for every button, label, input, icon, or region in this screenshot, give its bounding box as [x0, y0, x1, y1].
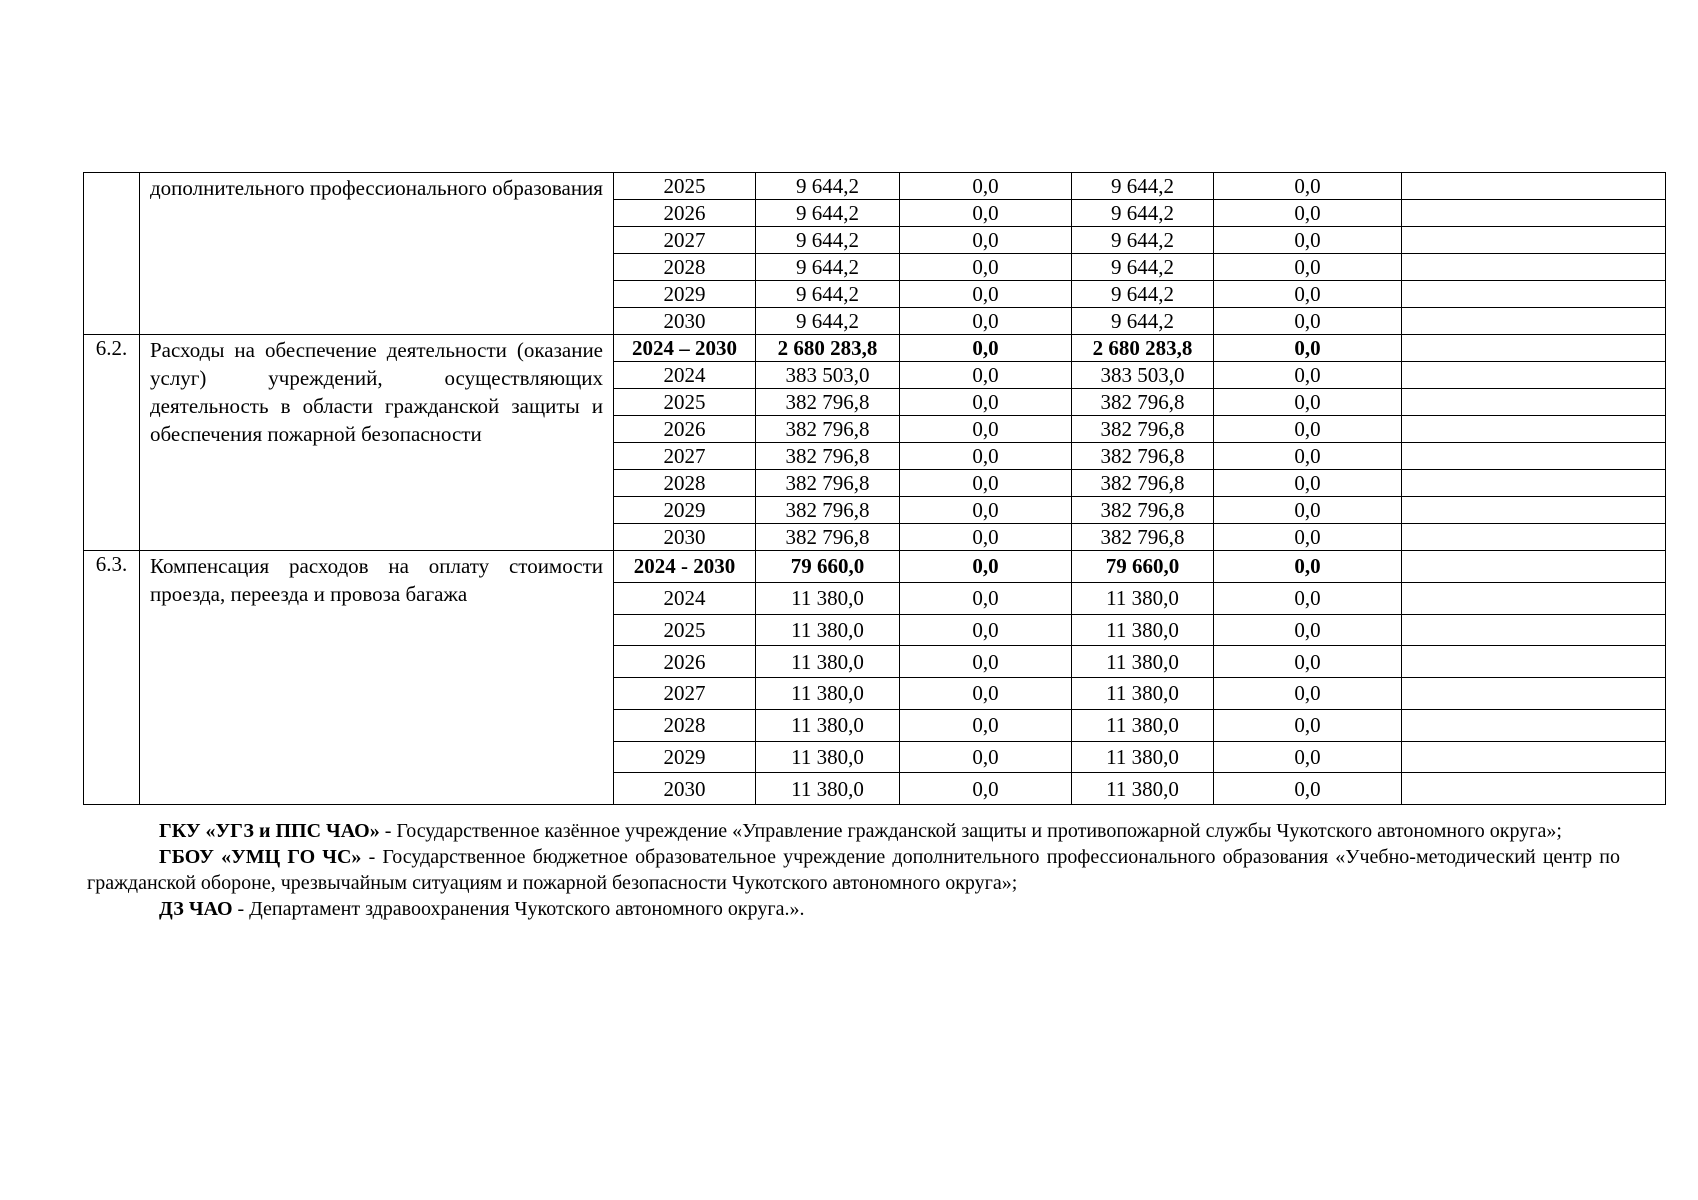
empty-cell	[1402, 443, 1666, 470]
year-cell: 2027	[614, 678, 756, 710]
regional-budget-cell: 9 644,2	[1072, 254, 1214, 281]
federal-budget-cell: 0,0	[900, 416, 1072, 443]
federal-budget-cell: 0,0	[900, 254, 1072, 281]
total-cell: 9 644,2	[756, 227, 900, 254]
other-sources-cell: 0,0	[1214, 335, 1402, 362]
item-number-cell: 6.2.	[84, 335, 140, 551]
year-cell: 2024	[614, 582, 756, 614]
year-cell: 2026	[614, 416, 756, 443]
year-cell: 2028	[614, 709, 756, 741]
empty-cell	[1402, 614, 1666, 646]
other-sources-cell: 0,0	[1214, 443, 1402, 470]
regional-budget-cell: 382 796,8	[1072, 470, 1214, 497]
total-cell: 382 796,8	[756, 443, 900, 470]
empty-cell	[1402, 582, 1666, 614]
total-cell: 9 644,2	[756, 173, 900, 200]
note-abbr: ГБОУ «УМЦ ГО ЧС»	[159, 846, 362, 868]
empty-cell	[1402, 335, 1666, 362]
regional-budget-cell: 9 644,2	[1072, 227, 1214, 254]
table-row	[84, 173, 1666, 200]
total-cell: 383 503,0	[756, 362, 900, 389]
year-cell: 2030	[614, 524, 756, 551]
note-abbr: ГКУ «УГЗ и ППС ЧАО»	[159, 820, 380, 842]
regional-budget-cell: 9 644,2	[1072, 173, 1214, 200]
year-cell: 2025	[614, 389, 756, 416]
regional-budget-cell: 11 380,0	[1072, 741, 1214, 773]
federal-budget-cell: 0,0	[900, 646, 1072, 678]
federal-budget-cell: 0,0	[900, 362, 1072, 389]
empty-cell	[1402, 254, 1666, 281]
empty-cell	[1402, 173, 1666, 200]
year-cell: 2028	[614, 254, 756, 281]
other-sources-cell: 0,0	[1214, 741, 1402, 773]
federal-budget-cell: 0,0	[900, 551, 1072, 583]
budget-table	[83, 172, 1666, 805]
note-gku	[87, 818, 1620, 844]
regional-budget-cell: 382 796,8	[1072, 416, 1214, 443]
regional-budget-cell: 79 660,0	[1072, 551, 1214, 583]
federal-budget-cell: 0,0	[900, 443, 1072, 470]
other-sources-cell: 0,0	[1214, 582, 1402, 614]
item-name-cell: дополнительного профессионального образования	[140, 173, 614, 335]
other-sources-cell: 0,0	[1214, 678, 1402, 710]
total-cell: 11 380,0	[756, 646, 900, 678]
total-cell: 11 380,0	[756, 678, 900, 710]
federal-budget-cell: 0,0	[900, 281, 1072, 308]
year-cell: 2026	[614, 200, 756, 227]
year-cell: 2024 - 2030	[614, 551, 756, 583]
item-number-cell: 6.3.	[84, 551, 140, 805]
empty-cell	[1402, 646, 1666, 678]
regional-budget-cell: 9 644,2	[1072, 308, 1214, 335]
item-name-cell: Расходы на обеспечение деятельности (оказание услуг) учреждений, осуществляющих деятельность в области гражданской защиты и обеспечения пожарной безопасности	[140, 335, 614, 551]
federal-budget-cell: 0,0	[900, 524, 1072, 551]
federal-budget-cell: 0,0	[900, 582, 1072, 614]
total-cell: 9 644,2	[756, 200, 900, 227]
empty-cell	[1402, 773, 1666, 805]
table-row	[84, 551, 1666, 583]
item-number-cell	[84, 173, 140, 335]
empty-cell	[1402, 497, 1666, 524]
empty-cell	[1402, 416, 1666, 443]
year-cell: 2024 – 2030	[614, 335, 756, 362]
other-sources-cell: 0,0	[1214, 173, 1402, 200]
total-cell: 382 796,8	[756, 416, 900, 443]
other-sources-cell: 0,0	[1214, 389, 1402, 416]
total-cell: 11 380,0	[756, 741, 900, 773]
table-row	[84, 335, 1666, 362]
other-sources-cell: 0,0	[1214, 308, 1402, 335]
abbreviations-notes	[87, 818, 1620, 922]
regional-budget-cell: 382 796,8	[1072, 497, 1214, 524]
other-sources-cell: 0,0	[1214, 614, 1402, 646]
other-sources-cell: 0,0	[1214, 200, 1402, 227]
federal-budget-cell: 0,0	[900, 678, 1072, 710]
other-sources-cell: 0,0	[1214, 773, 1402, 805]
regional-budget-cell: 11 380,0	[1072, 582, 1214, 614]
total-cell: 11 380,0	[756, 614, 900, 646]
year-cell: 2029	[614, 281, 756, 308]
regional-budget-cell: 11 380,0	[1072, 614, 1214, 646]
year-cell: 2024	[614, 362, 756, 389]
note-text: - Департамент здравоохранения Чукотского автономного округа.».	[232, 898, 805, 920]
federal-budget-cell: 0,0	[900, 773, 1072, 805]
federal-budget-cell: 0,0	[900, 470, 1072, 497]
year-cell: 2027	[614, 443, 756, 470]
other-sources-cell: 0,0	[1214, 524, 1402, 551]
total-cell: 11 380,0	[756, 709, 900, 741]
regional-budget-cell: 9 644,2	[1072, 200, 1214, 227]
year-cell: 2025	[614, 173, 756, 200]
note-gbou	[87, 844, 1620, 896]
other-sources-cell: 0,0	[1214, 416, 1402, 443]
federal-budget-cell: 0,0	[900, 741, 1072, 773]
federal-budget-cell: 0,0	[900, 614, 1072, 646]
federal-budget-cell: 0,0	[900, 389, 1072, 416]
empty-cell	[1402, 227, 1666, 254]
total-cell: 9 644,2	[756, 254, 900, 281]
total-cell: 382 796,8	[756, 389, 900, 416]
note-text: - Государственное казённое учреждение «Управление гражданской защиты и противопожарной службы Чукотского автономного округа»;	[379, 820, 1562, 842]
year-cell: 2030	[614, 308, 756, 335]
empty-cell	[1402, 281, 1666, 308]
year-cell: 2026	[614, 646, 756, 678]
empty-cell	[1402, 470, 1666, 497]
federal-budget-cell: 0,0	[900, 173, 1072, 200]
total-cell: 9 644,2	[756, 281, 900, 308]
regional-budget-cell: 11 380,0	[1072, 646, 1214, 678]
other-sources-cell: 0,0	[1214, 227, 1402, 254]
note-abbr: ДЗ ЧАО	[159, 898, 233, 920]
other-sources-cell: 0,0	[1214, 709, 1402, 741]
other-sources-cell: 0,0	[1214, 497, 1402, 524]
total-cell: 382 796,8	[756, 524, 900, 551]
regional-budget-cell: 382 796,8	[1072, 443, 1214, 470]
other-sources-cell: 0,0	[1214, 551, 1402, 583]
empty-cell	[1402, 308, 1666, 335]
empty-cell	[1402, 741, 1666, 773]
total-cell: 11 380,0	[756, 582, 900, 614]
note-dz	[87, 896, 1620, 922]
empty-cell	[1402, 389, 1666, 416]
other-sources-cell: 0,0	[1214, 646, 1402, 678]
regional-budget-cell: 11 380,0	[1072, 773, 1214, 805]
year-cell: 2025	[614, 614, 756, 646]
regional-budget-cell: 11 380,0	[1072, 709, 1214, 741]
year-cell: 2029	[614, 497, 756, 524]
regional-budget-cell: 9 644,2	[1072, 281, 1214, 308]
empty-cell	[1402, 678, 1666, 710]
other-sources-cell: 0,0	[1214, 470, 1402, 497]
year-cell: 2029	[614, 741, 756, 773]
federal-budget-cell: 0,0	[900, 200, 1072, 227]
federal-budget-cell: 0,0	[900, 497, 1072, 524]
year-cell: 2030	[614, 773, 756, 805]
federal-budget-cell: 0,0	[900, 308, 1072, 335]
regional-budget-cell: 382 796,8	[1072, 389, 1214, 416]
empty-cell	[1402, 200, 1666, 227]
federal-budget-cell: 0,0	[900, 335, 1072, 362]
empty-cell	[1402, 524, 1666, 551]
other-sources-cell: 0,0	[1214, 254, 1402, 281]
empty-cell	[1402, 362, 1666, 389]
federal-budget-cell: 0,0	[900, 709, 1072, 741]
regional-budget-cell: 382 796,8	[1072, 524, 1214, 551]
empty-cell	[1402, 551, 1666, 583]
empty-cell	[1402, 709, 1666, 741]
total-cell: 79 660,0	[756, 551, 900, 583]
item-name-cell: Компенсация расходов на оплату стоимости проезда, переезда и провоза багажа	[140, 551, 614, 805]
total-cell: 11 380,0	[756, 773, 900, 805]
year-cell: 2028	[614, 470, 756, 497]
total-cell: 382 796,8	[756, 470, 900, 497]
year-cell: 2027	[614, 227, 756, 254]
total-cell: 2 680 283,8	[756, 335, 900, 362]
regional-budget-cell: 11 380,0	[1072, 678, 1214, 710]
other-sources-cell: 0,0	[1214, 281, 1402, 308]
federal-budget-cell: 0,0	[900, 227, 1072, 254]
regional-budget-cell: 2 680 283,8	[1072, 335, 1214, 362]
total-cell: 9 644,2	[756, 308, 900, 335]
note-text: - Государственное бюджетное образовательное учреждение дополнительного профессионального образования «Учебно-методический центр по гражданской обороне, чрезвычайным ситуациям и пожарной безопасности Чукотского автономного округа»;	[87, 846, 1620, 894]
other-sources-cell: 0,0	[1214, 362, 1402, 389]
regional-budget-cell: 383 503,0	[1072, 362, 1214, 389]
total-cell: 382 796,8	[756, 497, 900, 524]
